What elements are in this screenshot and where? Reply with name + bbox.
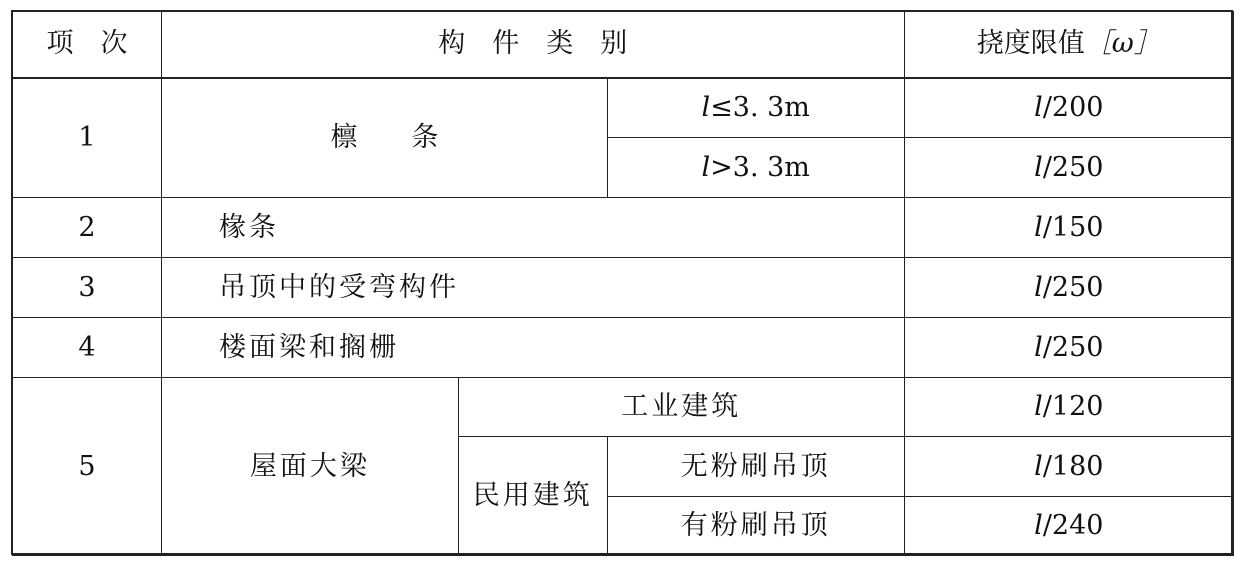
span-symbol: l <box>1034 91 1043 123</box>
row-1-component: 檩 条 <box>161 78 607 198</box>
row-5-industrial-limit <box>904 378 1233 437</box>
row-3-limit <box>904 258 1233 318</box>
row-5-industrial-label: 工业建筑 <box>458 378 904 437</box>
row-3-component: 吊顶中的受弯构件 <box>161 258 904 318</box>
header-item-number: 项 次 <box>13 12 162 78</box>
header-limit-label: 挠度限值 <box>976 28 1085 60</box>
condition-value: ≤3. 3m <box>710 91 810 123</box>
span-symbol: l <box>1034 450 1043 482</box>
row-4-component: 楼面梁和搁栅 <box>161 318 904 378</box>
span-symbol: l <box>1034 391 1043 423</box>
row-1a-condition <box>607 78 904 138</box>
header-limit-symbol: ［ω］ <box>1084 28 1161 60</box>
header-deflection-limit <box>904 12 1233 78</box>
table-row <box>13 198 1234 258</box>
table-row <box>13 318 1234 378</box>
row-1b-limit <box>904 138 1233 198</box>
span-symbol: l <box>701 91 711 123</box>
limit-value: /240 <box>1042 510 1104 542</box>
header-component-category: 构 件 类 别 <box>161 12 904 78</box>
span-symbol: l <box>701 151 711 183</box>
limit-value: /150 <box>1042 211 1104 243</box>
limit-value: /250 <box>1042 151 1104 183</box>
row-2-limit <box>904 198 1233 258</box>
row-3-number: 3 <box>13 258 162 318</box>
condition-value: >3. 3m <box>710 151 810 183</box>
row-5-component: 屋面大梁 <box>161 378 458 556</box>
row-5-no-plaster-limit <box>904 437 1233 497</box>
limit-value: /200 <box>1042 91 1104 123</box>
span-symbol: l <box>1034 271 1043 303</box>
table-header-row <box>13 12 1234 78</box>
row-1b-condition <box>607 138 904 198</box>
table-row <box>13 258 1234 318</box>
row-5-civil-label: 民用建筑 <box>458 437 607 556</box>
row-5-with-plaster-limit <box>904 497 1233 556</box>
row-4-number: 4 <box>13 318 162 378</box>
row-5-with-plaster-label: 有粉刷吊顶 <box>607 497 904 556</box>
row-1-number: 1 <box>13 78 162 198</box>
limit-value: /250 <box>1042 331 1104 363</box>
span-symbol: l <box>1034 211 1043 243</box>
limit-value: /250 <box>1042 271 1104 303</box>
row-5-number: 5 <box>13 378 162 556</box>
table-row <box>13 78 1234 138</box>
span-symbol: l <box>1034 331 1043 363</box>
deflection-limit-table <box>12 11 1234 556</box>
limit-value: /120 <box>1042 391 1104 423</box>
row-2-number: 2 <box>13 198 162 258</box>
row-4-limit <box>904 318 1233 378</box>
span-symbol: l <box>1034 151 1043 183</box>
span-symbol: l <box>1034 510 1043 542</box>
limit-value: /180 <box>1042 450 1104 482</box>
row-5-no-plaster-label: 无粉刷吊顶 <box>607 437 904 497</box>
table-row <box>13 378 1234 437</box>
row-1a-limit <box>904 78 1233 138</box>
row-2-component: 椽条 <box>161 198 904 258</box>
